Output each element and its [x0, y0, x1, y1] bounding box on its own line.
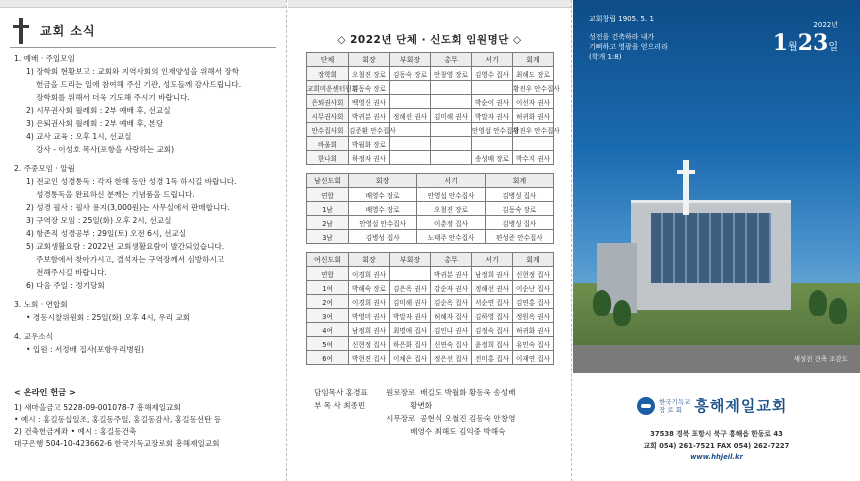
table-cell: 배영수 장로	[349, 188, 417, 202]
church-building-illustration	[631, 200, 791, 310]
table-cell: 오철진 장로	[417, 202, 485, 216]
news-item: • 경동시찰위원회 : 25일(화) 오후 4시, 우리 교회	[26, 313, 191, 322]
online-offering	[14, 386, 282, 450]
table-cell: 3여	[307, 309, 349, 323]
table-cell: 신현정 집사	[349, 337, 390, 351]
table-cell: 강순자 권사	[431, 281, 472, 295]
table-cell	[472, 137, 513, 151]
table-cell: 허귀화 권사	[513, 323, 554, 337]
table-cell	[472, 81, 513, 95]
table-row	[307, 188, 554, 202]
church-info	[573, 373, 860, 481]
table-row	[307, 351, 554, 365]
table-cell: 이순난 집사	[513, 281, 554, 295]
mens-table	[306, 173, 554, 244]
table-cell: 유민숙 집사	[513, 337, 554, 351]
online-line: 2) 건축헌금계좌 • 예시 : 홍길동건축	[14, 427, 137, 436]
table-cell: 장학회	[307, 67, 349, 81]
image-caption: 새성전 건축 조감도	[793, 355, 848, 363]
table-cell: 허혜자 집사	[431, 309, 472, 323]
news-section-title: 1. 예배 · 주일모임	[14, 54, 75, 63]
cover-panel	[573, 0, 860, 481]
table-cell: 송성배 장로	[472, 151, 513, 165]
table-cell: 6여	[307, 351, 349, 365]
table-row	[307, 230, 554, 244]
table-row	[307, 137, 554, 151]
table-cell	[431, 137, 472, 151]
table-row	[307, 281, 554, 295]
table-cell	[431, 123, 472, 137]
church-website-link[interactable]: www.hhjeil.kr	[690, 453, 743, 461]
building-glass	[651, 213, 771, 283]
table-cell: 황진우 안수집사	[513, 81, 554, 95]
table-cell: 안수집사회	[307, 123, 349, 137]
table-cell: 최해도 장로	[513, 67, 554, 81]
table-header: 총무	[431, 53, 472, 67]
table-cell: 김영수 집사	[472, 67, 513, 81]
date-month: 1	[772, 30, 789, 56]
table-cell	[390, 151, 431, 165]
table-cell	[390, 267, 431, 281]
table-cell: 바울회	[307, 137, 349, 151]
online-offering-title: < 온라인 헌금 >	[14, 387, 76, 397]
table-cell: 김연홍 집사	[513, 295, 554, 309]
table-row	[307, 151, 554, 165]
table-cell: 김미해 권사	[431, 109, 472, 123]
news-item: 장학회를 위해서 더욱 기도해 주시기 바랍니다.	[36, 93, 190, 102]
table-cell: 1여	[307, 281, 349, 295]
table-row	[307, 267, 554, 281]
table-cell	[390, 137, 431, 151]
table-header: 남신도회	[307, 174, 349, 188]
table-cell: 이채은 집사	[390, 351, 431, 365]
table-row	[307, 216, 554, 230]
table-header: 회계	[513, 253, 554, 267]
tree-icon	[593, 290, 611, 316]
denomination	[659, 398, 690, 414]
table-cell: 박귀분 권사	[349, 109, 390, 123]
table-cell: 정해선 권사	[390, 109, 431, 123]
news-item: 3) 은퇴권사회 월례회 : 2부 예배 후, 본당	[26, 119, 164, 128]
table-cell	[431, 95, 472, 109]
table-cell	[431, 151, 472, 165]
verse-line: (학개 1:8)	[589, 53, 622, 61]
verse-line: 성전을 건축하라 내가	[589, 33, 655, 41]
table-cell: 백영신 권사	[349, 95, 390, 109]
table-cell: 은퇴권사회	[307, 95, 349, 109]
tree-icon	[829, 298, 847, 324]
news-item: 2) 시무권사회 월례회 : 2부 예배 후, 선교실	[26, 106, 171, 115]
table-row	[307, 123, 554, 137]
table-header: 단체	[307, 53, 349, 67]
staff-associate: 부 목 사 최종빈	[314, 401, 366, 410]
table-cell: 정해선 권사	[472, 281, 513, 295]
news-item: 주보함에서 찾아가시고, 결석자는 구역장께서 심방하시고	[36, 255, 225, 264]
table-cell: 연합	[307, 267, 349, 281]
table-header: 여신도회	[307, 253, 349, 267]
staff-list	[314, 386, 564, 438]
day-suffix: 일	[828, 42, 838, 53]
table-row	[307, 67, 554, 81]
table-cell	[513, 137, 554, 151]
news-section-title: 3. 노회 · 연합회	[14, 300, 68, 309]
news-section	[14, 52, 282, 156]
table-cell: 안영섭 안수집사	[472, 123, 513, 137]
table-cell: 황진우 안수집사	[513, 123, 554, 137]
table-cell: 박말자 권사	[390, 309, 431, 323]
table-cell: 박현진 집사	[349, 351, 390, 365]
table-cell: 이경희 권사	[349, 295, 390, 309]
church-name: 흥해제일교회	[694, 397, 788, 415]
table-cell: 서순연 집사	[472, 295, 513, 309]
news-section-title: 4. 교우소식	[14, 332, 54, 341]
table-cell: 안영섭 안수집사	[349, 216, 417, 230]
table-header: 부회장	[390, 253, 431, 267]
table-cell: 김동숙 장로	[349, 81, 390, 95]
table-cell: 김병성 집사	[349, 230, 417, 244]
table-cell: 하정자 권사	[349, 151, 390, 165]
organizations-table	[306, 52, 560, 165]
table-header: 회장	[349, 174, 417, 188]
news-header	[10, 14, 276, 48]
table-header: 총무	[431, 253, 472, 267]
table-cell: 남정희 권사	[349, 323, 390, 337]
established-date: 교회창립 1905. 5. 1	[589, 15, 654, 23]
news-item: 4) 항존직 성경공부 : 29일(토) 오전 6시, 선교실	[26, 229, 187, 238]
table-cell: 박영미 권사	[349, 309, 390, 323]
verse	[589, 32, 739, 62]
table-cell	[390, 95, 431, 109]
news-section	[14, 162, 282, 292]
officers-title: ◇ 2022년 단체 · 신도회 임원명단 ◇	[337, 34, 522, 46]
table-cell: 김동숙 장로	[390, 67, 431, 81]
table-row	[307, 95, 554, 109]
date-day: 23	[797, 30, 829, 56]
news-item: 1) 장학회 현황보고 : 교회와 지역사회의 인재양성을 위해서 장학	[26, 67, 240, 76]
table-cell: 김정숙 집사	[472, 323, 513, 337]
table-cell: 김준환 안수집사	[349, 123, 390, 137]
officers-panel	[288, 0, 572, 481]
table-cell: 박순이 권사	[472, 95, 513, 109]
table-cell: 이선자 권사	[513, 95, 554, 109]
table-cell: 박월화 장로	[349, 137, 390, 151]
news-item: 강사 - 이성호 목사(포항을 사랑하는 교회)	[36, 145, 175, 154]
news-item: • 입원 : 서정배 집사(포항우리병원)	[26, 345, 144, 354]
table-cell: 박해숙 장로	[349, 281, 390, 295]
table-cell: 연합	[307, 188, 349, 202]
church-address: 37538 경북 포항시 북구 흥해읍 한동로 43	[650, 430, 783, 438]
staff-elders-line: 배영수 최해도 김익중 박해숙	[386, 427, 506, 436]
date-year: 2022년	[813, 21, 838, 29]
table-cell: 김순옥 집사	[431, 295, 472, 309]
news-item: 헌금을 드리는 일에 참여해 주신 기관, 성도들께 감사드립니다.	[36, 80, 242, 89]
table-cell: 교회미운센터원회	[307, 81, 349, 95]
denomination-line: 한국기독교	[659, 397, 691, 406]
table-header: 회계	[485, 174, 553, 188]
table-cell: 박수지 권사	[513, 151, 554, 165]
church-logo-icon	[637, 397, 655, 415]
online-line: • 예시 : 홍길동십일조, 홍길동주일, 홍길동감사, 홍길동선탄 등	[14, 415, 222, 424]
cross-icon	[10, 18, 32, 44]
table-cell: 안창영 장로	[431, 67, 472, 81]
table-header: 서기	[472, 253, 513, 267]
news-section	[14, 330, 282, 356]
news-item: 전해주시길 바랍니다.	[36, 268, 107, 277]
news-section	[14, 298, 282, 324]
table-cell: 1남	[307, 202, 349, 216]
table-header: 회장	[349, 253, 390, 267]
table-header: 부회장	[390, 53, 431, 67]
tree-icon	[613, 300, 631, 326]
top-band	[0, 0, 286, 8]
news-item: 3) 구역장 모임 : 25일(화) 오후 2시, 선교실	[26, 216, 172, 225]
table-cell	[390, 81, 431, 95]
table-row	[307, 81, 554, 95]
table-cell: 윤정희 집사	[472, 337, 513, 351]
table-cell: 최명애 집사	[390, 323, 431, 337]
table-cell: 신연숙 집사	[431, 337, 472, 351]
table-cell: 김미해 권사	[390, 295, 431, 309]
cover-image	[573, 0, 860, 373]
top-band	[288, 0, 571, 8]
table-cell: 김병성 집사	[485, 188, 553, 202]
table-header: 회장	[349, 53, 390, 67]
table-row	[307, 295, 554, 309]
table-cell: 안영섭 안수집사	[417, 188, 485, 202]
table-cell: 정원옥 권사	[513, 309, 554, 323]
table-cell: 이경희 권사	[349, 267, 390, 281]
tree-icon	[809, 290, 827, 316]
news-list	[14, 52, 282, 362]
church-news-panel	[0, 0, 287, 481]
news-heading: 교회 소식	[40, 24, 96, 38]
staff-elders-line: 시무장로 공현식 오철진 김동숙 안창영	[386, 414, 516, 423]
table-cell: 김하영 집사	[472, 309, 513, 323]
news-item: 6) 다음 주일 : 정기당회	[26, 281, 105, 290]
table-cell: 시무권사회	[307, 109, 349, 123]
staff-elders-line: 황변화	[386, 401, 433, 410]
table-cell: 2여	[307, 295, 349, 309]
month-suffix: 월	[788, 42, 798, 53]
church-logo	[637, 395, 787, 416]
table-row	[307, 109, 554, 123]
news-item: 성경통독을 완료하신 분께는 기념품을 드립니다.	[36, 190, 195, 199]
table-cell: 김인나 권사	[431, 323, 472, 337]
table-row	[307, 323, 554, 337]
online-line: 대구은행 504-10-423662-6 한국기독교장로회 흥해제일교회	[14, 439, 220, 448]
table-cell: 김병성 집사	[485, 216, 553, 230]
table-cell: 김동숙 장로	[485, 202, 553, 216]
staff-elders-line: 원로장로 배길도 박월화 황동욱 송성배	[386, 388, 516, 397]
table-cell: 이춘정 집사	[417, 216, 485, 230]
table-cell: 정은선 집사	[431, 351, 472, 365]
table-header: 서기	[472, 53, 513, 67]
table-cell	[431, 81, 472, 95]
online-line: 1) 새마을금고 5228-09-001078-7 흥해제일교회	[14, 403, 181, 412]
table-cell: 박귀분 권사	[431, 267, 472, 281]
staff-pastor: 담임목사 홍경표	[314, 388, 368, 397]
table-cell: 한나회	[307, 151, 349, 165]
church-phone: 교회 054) 261-7521 FAX 054) 262-7227	[643, 442, 790, 450]
table-cell: 허귀화 권사	[513, 109, 554, 123]
news-item: 5) 교회생활요람 : 2022년 교회생활요람이 발간되었습니다.	[26, 242, 225, 251]
table-cell: 3남	[307, 230, 349, 244]
womens-table	[306, 252, 554, 365]
table-header: 회계	[513, 53, 554, 67]
table-row	[307, 202, 554, 216]
verse-line: 기뻐하고 영광을 얻으리라	[589, 43, 668, 51]
news-item: 2) 성경 필사 : 필사 용지(3,000원)는 사무실에서 판매합니다.	[26, 203, 231, 212]
table-row	[307, 309, 554, 323]
table-cell: 전미홍 집사	[472, 351, 513, 365]
news-item: 4) 교사 교육 : 오후 1시, 선교실	[26, 132, 132, 141]
table-cell: 배영수 장로	[349, 202, 417, 216]
bulletin-date	[773, 20, 838, 56]
table-cell: 5여	[307, 337, 349, 351]
table-header: 서기	[417, 174, 485, 188]
table-cell: 김은옥 권사	[390, 281, 431, 295]
news-item: 1) 전교인 성경통독 : 각자 한해 동안 성경 1독 하시길 바랍니다.	[26, 177, 237, 186]
table-cell: 4여	[307, 323, 349, 337]
news-section-title: 2. 주중모임 · 알림	[14, 164, 75, 173]
denomination-line: 장 로 회	[659, 405, 682, 414]
cross-tower-bar	[677, 170, 695, 174]
table-cell: 이재연 집사	[513, 351, 554, 365]
cross-tower-icon	[683, 160, 689, 215]
table-cell: 편성준 안수집사	[485, 230, 553, 244]
table-cell: 하은화 집사	[390, 337, 431, 351]
table-cell: 남정희 권사	[472, 267, 513, 281]
table-cell: 노태주 안수집사	[417, 230, 485, 244]
table-cell: 신현정 집사	[513, 267, 554, 281]
table-row	[307, 337, 554, 351]
table-cell: 오철진 장로	[349, 67, 390, 81]
table-cell: 박말자 권사	[472, 109, 513, 123]
table-cell: 2남	[307, 216, 349, 230]
